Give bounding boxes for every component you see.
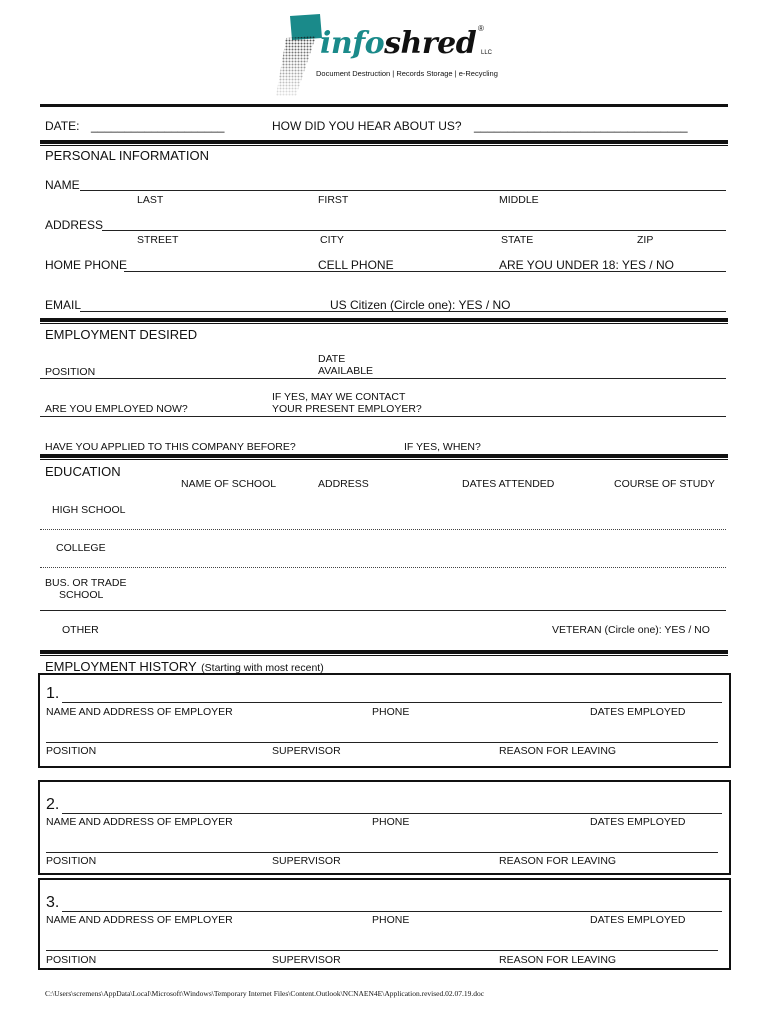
middle-label: MIDDLE bbox=[499, 194, 539, 206]
col-school: NAME OF SCHOOL bbox=[181, 478, 277, 490]
col-address: ADDRESS bbox=[318, 478, 369, 490]
phone-label: PHONE bbox=[372, 914, 410, 926]
date-available-label-2: AVAILABLE bbox=[318, 365, 374, 377]
other-label: OTHER bbox=[62, 624, 99, 636]
supervisor-label: SUPERVISOR bbox=[272, 954, 341, 966]
reason-label: REASON FOR LEAVING bbox=[499, 745, 617, 757]
supervisor-label: SUPERVISOR bbox=[272, 745, 341, 757]
name-label: NAME bbox=[45, 178, 80, 192]
employer-label: NAME AND ADDRESS OF EMPLOYER bbox=[46, 816, 233, 828]
phone-line[interactable] bbox=[124, 271, 726, 272]
under18-label: ARE YOU UNDER 18: YES / NO bbox=[499, 258, 674, 272]
col-course: COURSE OF STUDY bbox=[614, 478, 715, 490]
employer-line[interactable] bbox=[62, 702, 722, 703]
state-label: STATE bbox=[501, 234, 534, 246]
name-line[interactable] bbox=[80, 190, 726, 191]
phone-label: PHONE bbox=[372, 816, 410, 828]
citizen-label: US Citizen (Circle one): YES / NO bbox=[330, 298, 511, 312]
entry-number: 2. bbox=[46, 796, 60, 813]
employed-now-label: ARE YOU EMPLOYED NOW? bbox=[45, 403, 188, 415]
trade-label-1: BUS. OR TRADE bbox=[45, 577, 127, 589]
contact-label-1: IF YES, MAY WE CONTACT bbox=[272, 391, 406, 403]
top-rule bbox=[40, 104, 728, 107]
dates-label: DATES EMPLOYED bbox=[590, 914, 686, 926]
date-field[interactable]: ____________________ bbox=[91, 119, 225, 133]
llc-mark: LLC bbox=[481, 50, 493, 56]
first-label: FIRST bbox=[318, 194, 349, 206]
position-line[interactable] bbox=[46, 950, 718, 951]
logo bbox=[276, 12, 506, 98]
street-label: STREET bbox=[137, 234, 179, 246]
logo-tagline: Document Destruction | Records Storage | e-Recycling bbox=[316, 69, 498, 78]
employer-label: NAME AND ADDRESS OF EMPLOYER bbox=[46, 706, 233, 718]
dates-label: DATES EMPLOYED bbox=[590, 816, 686, 828]
position-label: POSITION bbox=[46, 745, 97, 757]
position-line[interactable] bbox=[46, 742, 718, 743]
employed-line[interactable] bbox=[40, 416, 726, 417]
reason-label: REASON FOR LEAVING bbox=[499, 855, 617, 867]
cell-phone-label: CELL PHONE bbox=[318, 258, 394, 272]
brand-prefix: info bbox=[320, 26, 385, 61]
position-label: POSITION bbox=[46, 855, 97, 867]
dates-label: DATES EMPLOYED bbox=[590, 706, 686, 718]
entry-number: 1. bbox=[46, 685, 60, 702]
supervisor-label: SUPERVISOR bbox=[272, 855, 341, 867]
hear-field[interactable]: ________________________________ bbox=[474, 119, 688, 133]
history-entry-1 bbox=[38, 673, 731, 768]
zip-label: ZIP bbox=[637, 234, 654, 246]
trade-label-2: SCHOOL bbox=[59, 589, 104, 601]
contact-label-2: YOUR PRESENT EMPLOYER? bbox=[272, 403, 422, 415]
registered-mark: ® bbox=[478, 24, 484, 33]
rule-employment bbox=[40, 318, 728, 322]
last-label: LAST bbox=[137, 194, 164, 206]
employer-label: NAME AND ADDRESS OF EMPLOYER bbox=[46, 914, 233, 926]
section-history-subtitle: (Starting with most recent) bbox=[201, 662, 324, 674]
reason-label: REASON FOR LEAVING bbox=[499, 954, 617, 966]
rule-personal bbox=[40, 140, 728, 144]
college-label: COLLEGE bbox=[56, 542, 106, 554]
applied-before-label: HAVE YOU APPLIED TO THIS COMPANY BEFORE? bbox=[45, 441, 296, 453]
college-line[interactable] bbox=[40, 567, 726, 568]
high-school-line[interactable] bbox=[40, 529, 726, 530]
address-label: ADDRESS bbox=[45, 218, 104, 232]
veteran-label: VETERAN (Circle one): YES / NO bbox=[552, 624, 710, 636]
hear-label: HOW DID YOU HEAR ABOUT US? bbox=[272, 119, 462, 133]
city-label: CITY bbox=[320, 234, 344, 246]
home-phone-label: HOME PHONE bbox=[45, 258, 128, 272]
section-personal-title: PERSONAL INFORMATION bbox=[45, 148, 209, 163]
if-yes-when-label: IF YES, WHEN? bbox=[404, 441, 481, 453]
brand-suffix: shred bbox=[384, 26, 477, 61]
entry-number: 3. bbox=[46, 894, 60, 911]
col-dates: DATES ATTENDED bbox=[462, 478, 555, 490]
section-employment-title: EMPLOYMENT DESIRED bbox=[45, 327, 198, 342]
history-entry-3 bbox=[38, 878, 731, 970]
employer-line[interactable] bbox=[62, 911, 722, 912]
email-label: EMAIL bbox=[45, 298, 82, 312]
history-entry-2 bbox=[38, 780, 731, 875]
section-education-title: EDUCATION bbox=[45, 464, 121, 479]
position-label: POSITION bbox=[45, 366, 96, 378]
high-school-label: HIGH SCHOOL bbox=[52, 504, 126, 516]
email-line[interactable] bbox=[80, 311, 726, 312]
date-available-label-1: DATE bbox=[318, 353, 346, 365]
position-label: POSITION bbox=[46, 954, 97, 966]
rule-history bbox=[40, 650, 728, 654]
phone-label: PHONE bbox=[372, 706, 410, 718]
trade-line[interactable] bbox=[40, 610, 726, 611]
date-label: DATE: bbox=[45, 119, 80, 133]
position-line[interactable] bbox=[46, 852, 718, 853]
footer-file-path: C:\Users\scremens\AppData\Local\Microsoft\Windows\Temporary Internet Files\Content.Outlook\NCNAEN4E\Application.revised.02.07.19.doc bbox=[45, 989, 485, 998]
section-history-title: EMPLOYMENT HISTORY bbox=[45, 659, 197, 674]
employer-line[interactable] bbox=[62, 813, 722, 814]
address-line[interactable] bbox=[102, 230, 726, 231]
position-line[interactable] bbox=[40, 378, 726, 379]
rule-education bbox=[40, 454, 728, 458]
